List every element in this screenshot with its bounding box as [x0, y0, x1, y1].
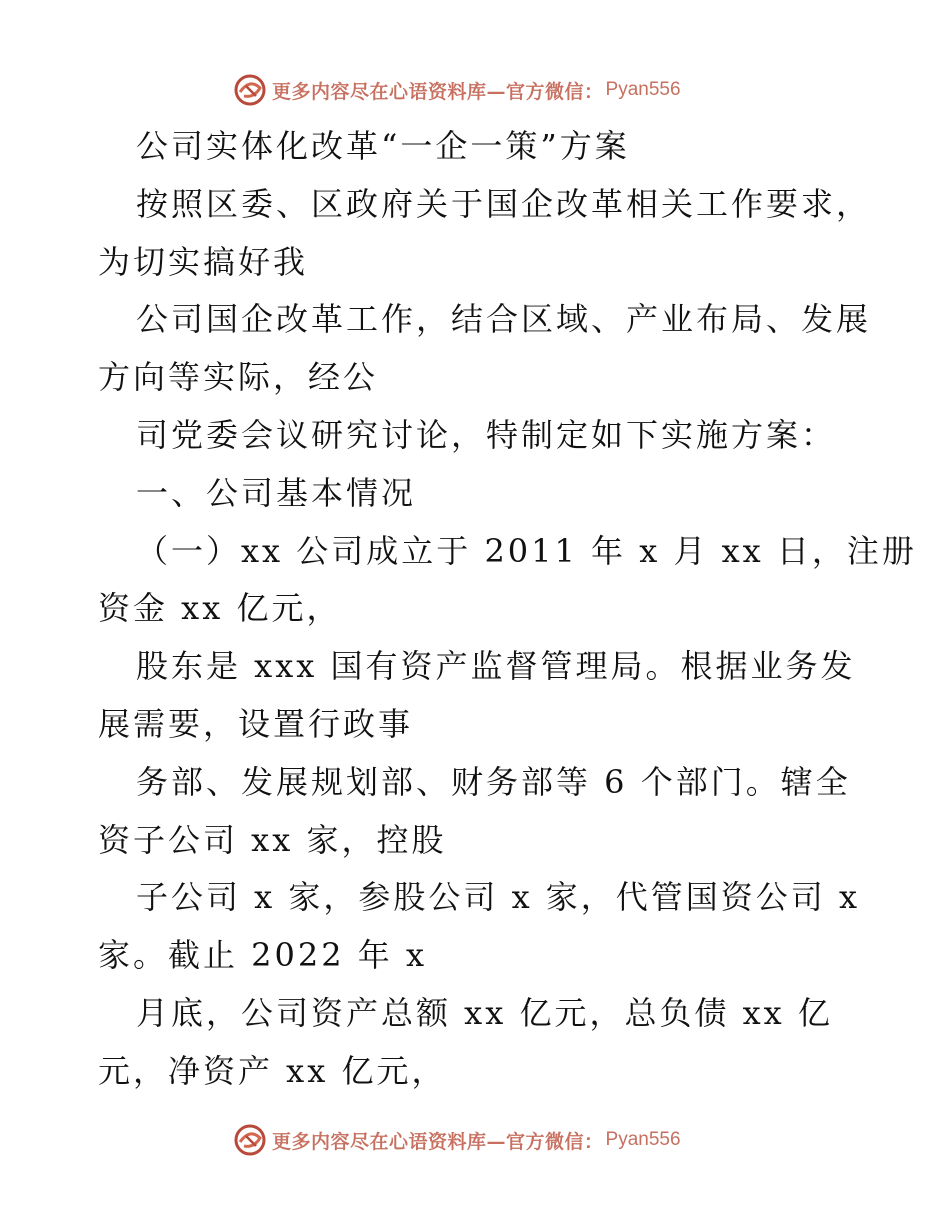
- text-line: （一）xx 公司成立于 2011 年 x 月 xx 日，注册: [136, 531, 917, 570]
- text-line: 元，净资产 xx 亿元，: [98, 1051, 447, 1090]
- watermark-account: Pyan556: [605, 79, 681, 100]
- text-line: 一、公司基本情况: [136, 473, 417, 512]
- text-line: 资子公司 xx 家，控股: [98, 820, 447, 859]
- text-line: 股东是 xxx 国有资产监督管理局。根据业务发: [136, 647, 856, 686]
- text-line: 公司实体化改革“一企一策”方案: [136, 127, 630, 165]
- footer-watermark: [232, 1122, 681, 1158]
- text-line: 展需要，设置行政事: [98, 704, 414, 743]
- text-line: 资金 xx 亿元，: [98, 589, 342, 628]
- text-line: 家。截止 2022 年 x: [98, 936, 428, 975]
- swirl-logo-icon: [232, 72, 268, 108]
- text-line: 方向等实际，经公: [98, 358, 379, 397]
- text-line: 月底，公司资产总额 xx 亿元，总负债 xx 亿: [136, 993, 833, 1032]
- text-line: 公司国企改革工作，结合区域、产业布局、发展: [136, 300, 872, 339]
- header-watermark: [232, 72, 681, 108]
- text-line: 按照区委、区政府关于国企改革相关工作要求，: [136, 184, 872, 223]
- text-line: 司党委会议研究讨论，特制定如下实施方案：: [136, 415, 837, 454]
- text-line: 子公司 x 家，参股公司 x 家，代管国资公司 x: [136, 878, 861, 917]
- watermark-text: 更多内容尽在心语资料库—官方微信：: [272, 80, 604, 103]
- watermark-account: Pyan556: [605, 1129, 681, 1150]
- swirl-logo-icon: [232, 1122, 268, 1158]
- text-line: 为切实搞好我: [98, 242, 309, 281]
- document-body: [98, 118, 917, 1101]
- watermark-text: 更多内容尽在心语资料库—官方微信：: [272, 1130, 604, 1153]
- text-line: 务部、发展规划部、财务部等 6 个部门。辖全: [136, 762, 851, 801]
